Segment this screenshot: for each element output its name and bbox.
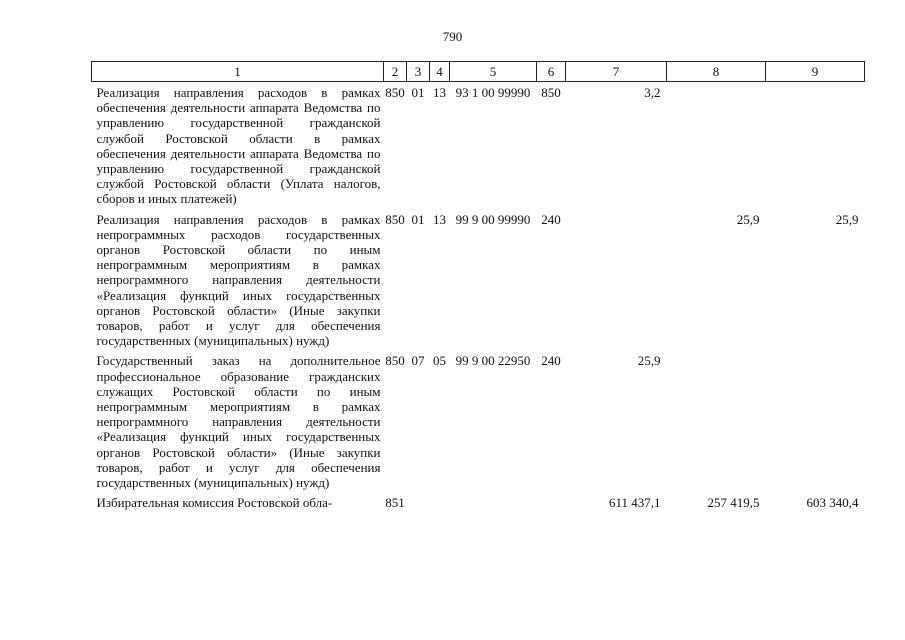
row-sum-1: 25,9 — [637, 353, 661, 369]
header-cell: 6 — [537, 62, 566, 82]
row-vr: 240 — [541, 211, 561, 227]
row-sum-3: 603 340,4 — [806, 495, 859, 511]
row-name: Избирательная комиссия Ростовской обла- — [96, 495, 333, 511]
row-ved: 850 — [385, 353, 405, 369]
row-ved: 851 — [385, 495, 405, 511]
row-sum-1: 611 437,1 — [608, 495, 661, 511]
row-sum-2: 25,9 — [736, 211, 760, 227]
header-row — [92, 62, 865, 82]
row-sum-3 — [766, 350, 865, 492]
row-name: Государственный заказ на дополнительное профессиональное образование гражданских служащих Ростовской области по иным непрограммным мероприятиям в рамках непрограммного направления деятельности «Реализация функций иных государственных органов Ростовской области» (Иные закупки товаров, работ и услуг для обеспечения государственных (муниципальных) нужд) — [96, 353, 381, 491]
row-sum-2 — [667, 82, 766, 209]
row-csr: 99 9 00 22950 — [455, 353, 531, 369]
row-rz: 01 — [411, 211, 425, 227]
header-cell: 5 — [450, 62, 537, 82]
table-row — [92, 82, 865, 209]
header-cell: 9 — [766, 62, 865, 82]
table-row — [92, 209, 865, 351]
row-name: Реализация направления расходов в рамках обеспечения деятельности аппарата Ведомства по управлению государственной гражданской службой Ростовской области в рамках обеспечения деятельности аппарата Ведомства по управлению государственной гражданской службой Ростовской области (Уплата налогов, сборов и иных платежей) — [96, 85, 381, 207]
row-name: Реализация направления расходов в рамках непрограммных расходов государственных органов Ростовской области по иным непрограммным мероприятиям в рамках непрограммного направления деятельности «Реализация функций иных государственных органов Ростовской области» (Иные закупки товаров, работ и услуг для обеспечения государственных (муниципальных) нужд) — [96, 211, 381, 349]
page-number: 790 — [442, 29, 463, 44]
table-row — [92, 350, 865, 492]
row-sum-3: 25,9 — [835, 211, 859, 227]
header-cell: 3 — [407, 62, 430, 82]
row-vr: 850 — [541, 85, 561, 100]
row-rz — [407, 492, 430, 512]
row-csr — [450, 492, 537, 512]
row-pr: 13 — [433, 85, 446, 100]
row-sum-3 — [766, 82, 865, 209]
row-pr: 05 — [433, 353, 446, 369]
header-cell: 8 — [667, 62, 766, 82]
row-sum-1 — [566, 209, 667, 351]
row-pr — [430, 492, 450, 512]
row-csr: 93 1 00 99990 — [455, 85, 531, 100]
header-cell: 4 — [430, 62, 450, 82]
row-vr — [537, 492, 566, 512]
row-rz: 07 — [411, 353, 425, 369]
row-sum-2: 257 419,5 — [707, 495, 760, 511]
budget-table — [91, 61, 865, 512]
table-row — [92, 492, 865, 512]
row-rz: 01 — [411, 85, 425, 100]
row-pr: 13 — [433, 211, 446, 227]
row-ved: 850 — [385, 85, 405, 100]
header-cell: 2 — [384, 62, 407, 82]
header-cell: 1 — [92, 62, 384, 82]
header-cell: 7 — [566, 62, 667, 82]
row-vr: 240 — [541, 353, 561, 369]
row-ved: 850 — [385, 211, 405, 227]
row-sum-2 — [667, 350, 766, 492]
row-sum-1: 3,2 — [644, 85, 661, 100]
row-csr: 99 9 00 99990 — [455, 211, 531, 227]
